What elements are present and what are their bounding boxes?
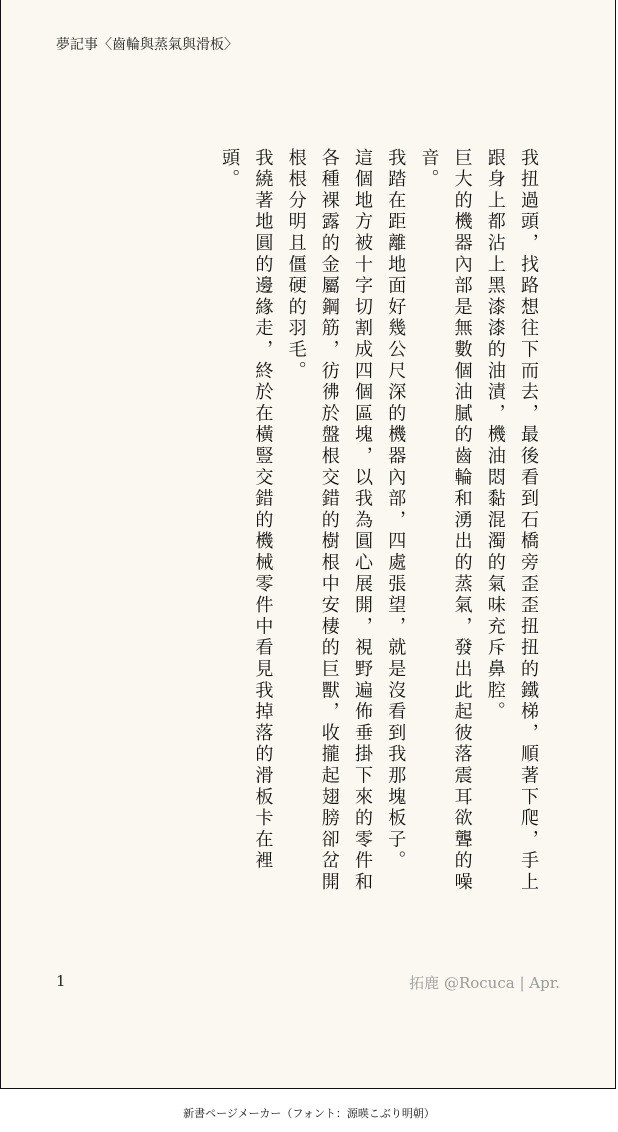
vertical-text-body: [180, 148, 545, 908]
page-header-title: 夢記事〈齒輪與蒸氣與滑板〉: [56, 37, 238, 53]
paragraph: 巨大的機器內部是無數個油膩的齒輪和湧出的蒸氣，發出此起彼落震耳欲聾的噪音。: [418, 148, 473, 894]
paragraph: 我踏在距離地面好幾公尺深的機器內部，四處張望，就是沒看到我那塊板子。: [385, 148, 407, 873]
author-credit: 拓鹿 @Rocuca | Apr.: [409, 974, 560, 992]
footer-credit: 新書ページメーカー（フォント：源暎こぶり明朝）: [183, 1107, 435, 1120]
paragraph: 這個地方被十字切割成四個區塊，以我為圓心展開，視野遍佈垂掛下來的零件和各種裸露的金屬鋼筋，彷彿於盤根交錯的樹根中安棲的巨獸，收攏起翅膀卻岔開根根分明且僵硬的羽毛。: [285, 148, 373, 894]
paragraph: 我繞著地圓的邊緣走，終於在橫豎交錯的機械零件中看見我掉落的滑板卡在裡頭。: [219, 148, 274, 873]
paragraph: 我扭過頭，找路想往下而去，最後看到石橋旁歪歪扭扭的鐵梯，順著下爬，手上跟身上都沾上黑漆漆的油漬，機油悶黏混濁的氣味充斥鼻腔。: [484, 148, 539, 894]
page-number: 1: [56, 972, 66, 990]
